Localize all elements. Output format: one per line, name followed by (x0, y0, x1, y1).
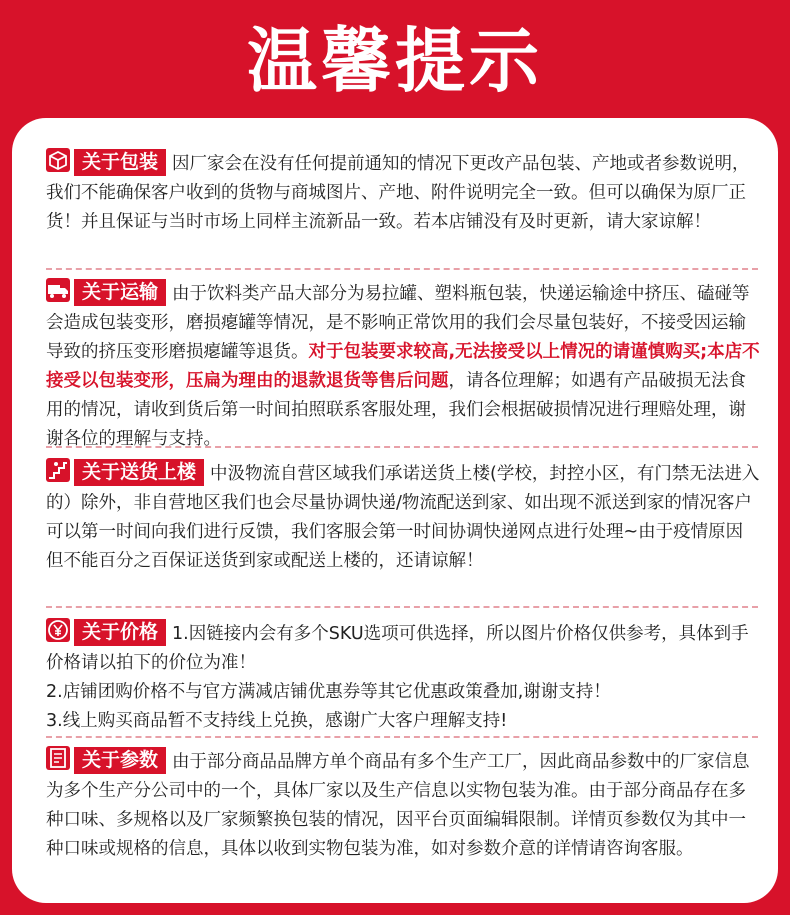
price-note-2: 2.店铺团购价格不与官方满减店铺优惠券等其它优惠政策叠加,谢谢支持！ (46, 682, 611, 702)
section-tag: 关于运输 (74, 279, 166, 306)
section-tag: 关于包装 (74, 149, 166, 176)
section-text: ，请各位理解；如遇有产品破损无法食用的情况，请收到货后第一时间拍照联系客服处理，我们会根据破损情况进行理赔处理，谢谢各位的理解与支持。 (46, 371, 746, 449)
section-tag: 关于参数 (74, 747, 166, 774)
divider (46, 268, 758, 270)
section-text: 因厂家会在没有任何提前通知的情况下更改产品包装、产地或者参数说明，我们不能确保客户收到的货物与商城图片、产地、附件说明完全一致。但可以确保为原厂正货！并且保证与当时市场上同样主流新品一致。若本店铺没有及时更新，请大家谅解！ (46, 154, 750, 232)
delivery-truck-icon (46, 278, 70, 302)
section-text: 由于饮料类产品大部分为易拉罐、塑料瓶包装，快递运输途中挤压、磕碰等会造成包装变形，磨损瘪罐等情况，是不影响正常饮用的我们会尽量包装好，不接受因运输导致的挤压变形磨损瘪罐等退货。 (46, 284, 750, 362)
section-parameters (46, 746, 760, 864)
section-shipping (46, 278, 760, 454)
notice-card (12, 118, 778, 903)
divider (46, 736, 758, 738)
section-packaging (46, 148, 760, 237)
divider (46, 446, 758, 448)
price-note-1: 1.因链接内会有多个SKU选项可供选择，所以图片价格仅供参考，具体到手价格请以拍下的价位为准！ (46, 624, 749, 673)
section-text: 由于部分商品品牌方单个商品有多个生产工厂，因此商品参数中的厂家信息为多个生产分公司中的一个，具体厂家以及生产信息以实物包装为准。由于部分商品存在多种口味、多规格以及厂家频繁换包装的情况，因平台页面编辑限制。详情页参数仅为其中一种口味或规格的信息，具体以收到实物包装为准，如对参数介意的详情请咨询客服。 (46, 752, 750, 859)
price-note-3: 3.线上购买商品暂不支持线上兑换，感谢广大客户理解支持! (46, 711, 508, 731)
package-icon (46, 148, 70, 172)
section-text: 中汲物流自营区域我们承诺送货上楼(学校，封控小区，有门禁无法进入的）除外，非自营地区我们也会尽量协调快递/物流配送到家、如出现不派送到家的情况客户可以第一时间向我们进行反馈，我们客服会第一时间协调快递网点进行处理~由于疫情原因但不能百分之百保证送货到家或配送上楼的，还请谅解！ (46, 464, 760, 571)
warning-text: 对于包装要求较高,无法接受以上情况的请谨慎购买;本店不接受以包装变形，压扁为理由的退款退货等售后问题 (46, 342, 760, 391)
section-tag: 关于送货上楼 (74, 459, 204, 486)
section-tag: 关于价格 (74, 619, 166, 646)
section-delivery (46, 458, 760, 576)
section-price (46, 618, 760, 736)
stairs-icon (46, 458, 70, 482)
divider (46, 606, 758, 608)
page-title: 温馨提示 (247, 20, 543, 102)
document-icon (46, 746, 70, 770)
yen-icon (46, 618, 70, 642)
